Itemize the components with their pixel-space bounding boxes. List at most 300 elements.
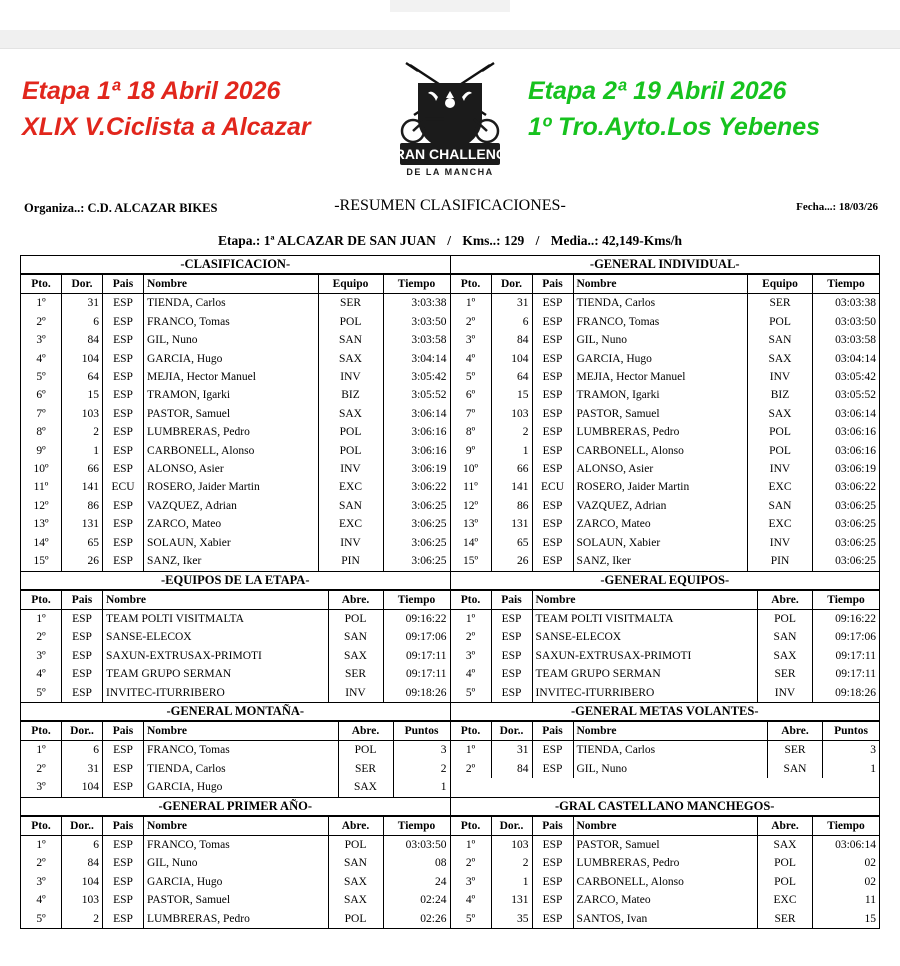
section-row-equipos (21, 571, 879, 702)
table-cell: 13º (462, 518, 479, 531)
table-cell: ESP (103, 460, 144, 478)
table-cell: 1º (465, 838, 476, 851)
table-cell: 3 (823, 741, 880, 760)
table-cell: LUMBRERAS, Pedro (144, 910, 329, 928)
table-cell: 3:03:58 (383, 331, 450, 349)
table-cell: ESP (491, 628, 532, 646)
table-row (451, 423, 880, 441)
table-cell: INV (328, 684, 383, 702)
table-cell: POL (318, 442, 383, 460)
table-cell: SAX (758, 835, 813, 854)
table-cell: 03:06:14 (813, 835, 880, 854)
table-cell: 6º (36, 389, 46, 402)
table-cell: GIL, Nuno (573, 331, 748, 349)
table-cell: ESP (103, 515, 144, 533)
table-row (451, 741, 880, 760)
table-cell: 10º (33, 463, 49, 476)
table-cell: 3º (465, 875, 476, 888)
table-header-row (451, 275, 880, 294)
table-cell: MEJIA, Hector Manuel (573, 368, 748, 386)
table-cell: ECU (532, 478, 573, 496)
table-cell: INV (318, 534, 383, 552)
table-row (21, 460, 450, 478)
table-row (21, 628, 450, 646)
table-cell: 84 (491, 760, 532, 778)
stage1-date: Etapa 1ª 18 Abril 2026 (22, 77, 281, 105)
table-cell: ESP (532, 497, 573, 515)
table-cell: 84 (491, 331, 532, 349)
table-row (451, 835, 880, 854)
stage-kms: Kms..: 129 (462, 233, 525, 248)
section-title-general-metas-volantes: -GENERAL METAS VOLANTES- (451, 703, 880, 721)
table-cell: 09:17:11 (383, 665, 450, 683)
table-cell: SANZ, Iker (144, 552, 319, 570)
table-cell: ESP (532, 331, 573, 349)
table-cell: ZARCO, Mateo (144, 515, 319, 533)
table-cell: 31 (62, 294, 103, 313)
table-cell: GIL, Nuno (144, 331, 319, 349)
table-cell: ESP (62, 609, 103, 628)
table-cell: ESP (103, 873, 144, 891)
table-cell: SAX (318, 350, 383, 368)
table-cell: 86 (62, 497, 103, 515)
table-cell: 09:18:26 (813, 684, 880, 702)
table-cell: 103 (491, 405, 532, 423)
table-cell: 65 (62, 534, 103, 552)
table-cell: 104 (491, 350, 532, 368)
table-cell: BIZ (748, 386, 813, 404)
table-row (451, 405, 880, 423)
table-row (21, 910, 450, 928)
col-pais: Pais (103, 816, 144, 835)
table-cell: ECU (103, 478, 144, 496)
col-dor: Dor.. (491, 816, 532, 835)
table-cell: EXC (318, 515, 383, 533)
table-cell: SER (748, 294, 813, 313)
table-cell: 3:03:38 (383, 294, 450, 313)
stage2-heading (528, 73, 888, 145)
col-abre: Abre. (758, 590, 813, 609)
table-cell: 03:06:25 (813, 552, 880, 570)
table-cell: 2º (465, 857, 476, 870)
table-cell: 31 (491, 741, 532, 760)
top-strip (0, 0, 900, 30)
table-cell: 104 (62, 873, 103, 891)
table-cell: SAN (768, 760, 823, 778)
table-cell: GARCIA, Hugo (144, 350, 319, 368)
col-nombre: Nombre (573, 816, 758, 835)
table-cell: INV (318, 460, 383, 478)
table-cell: 1º (36, 744, 46, 757)
table-header-row (21, 721, 450, 740)
table-cell: 66 (62, 460, 103, 478)
table-cell: 31 (62, 760, 103, 778)
table-cell: SAN (748, 331, 813, 349)
table-header-row (451, 590, 880, 609)
table-row (451, 460, 880, 478)
table-cell: POL (328, 609, 383, 628)
col-nombre: Nombre (532, 590, 758, 609)
section-row-primer-ano (21, 797, 879, 928)
table-cell: SOLAUN, Xabier (144, 534, 319, 552)
table-cell: 7º (465, 407, 476, 420)
col-abre: Abre. (338, 721, 393, 740)
table-cell: PASTOR, Samuel (573, 405, 748, 423)
table-cell: 09:16:22 (383, 609, 450, 628)
col-nombre: Nombre (103, 590, 329, 609)
table-cell: SER (758, 665, 813, 683)
section-row-montana (21, 702, 879, 797)
table-cell: GIL, Nuno (144, 854, 329, 872)
col-abre: Abre. (768, 721, 823, 740)
table-cell: VAZQUEZ, Adrian (573, 497, 748, 515)
table-cell: FRANCO, Tomas (144, 835, 329, 854)
table-cell: 2 (62, 423, 103, 441)
col-tiempo: Tiempo (383, 590, 450, 609)
table-cell: 31 (491, 294, 532, 313)
table-cell: EXC (748, 515, 813, 533)
table-cell: 131 (62, 515, 103, 533)
table-cell: PIN (318, 552, 383, 570)
table-row (21, 497, 450, 515)
table-row (21, 442, 450, 460)
table-cell: TIENDA, Carlos (573, 294, 748, 313)
table-cell: INV (758, 684, 813, 702)
table-cell: 15 (813, 910, 880, 928)
col-pto: Pto. (451, 816, 492, 835)
table-cell: SAX (338, 778, 393, 796)
table-cell: 4º (465, 894, 476, 907)
table-cell: ROSERO, Jaider Martin (573, 478, 748, 496)
table-cell: ESP (532, 760, 573, 778)
table-cell: VAZQUEZ, Adrian (144, 497, 319, 515)
col-dor: Dor.. (491, 721, 532, 740)
col-equipo: Equipo (318, 275, 383, 294)
table-row (21, 778, 450, 796)
table-cell: 1º (36, 612, 46, 625)
table-cell: TIENDA, Carlos (573, 741, 768, 760)
table-row (21, 350, 450, 368)
col-pto: Pto. (21, 816, 62, 835)
section-title-general-primer-ano: -GENERAL PRIMER AÑO- (21, 798, 450, 816)
table-row (21, 331, 450, 349)
table-cell: 3º (465, 334, 476, 347)
table-cell: 03:06:14 (813, 405, 880, 423)
stage1-title: XLIX V.Ciclista a Alcazar (22, 113, 311, 141)
table-cell: 8º (465, 426, 476, 439)
stage-average: Media..: 42,149-Kms/h (550, 233, 682, 248)
table-cell: BIZ (318, 386, 383, 404)
col-pais: Pais (103, 275, 144, 294)
table-row (451, 515, 880, 533)
table-row (21, 609, 450, 628)
table-cell: 9º (36, 444, 46, 457)
table-cell: 1º (36, 297, 46, 310)
table-cell: ESP (532, 741, 573, 760)
table-cell: INVITEC-ITURRIBERO (103, 684, 329, 702)
table-cell: 4º (36, 894, 46, 907)
table-cell: 09:17:11 (813, 665, 880, 683)
table-cell: 5º (36, 912, 46, 925)
table-cell: POL (328, 910, 383, 928)
table-cell: 03:06:16 (813, 442, 880, 460)
table-cell: 3º (36, 334, 46, 347)
stage1-heading (22, 73, 382, 145)
table-cell: ESP (491, 609, 532, 628)
table-cell: 3:06:14 (383, 405, 450, 423)
table-cell: 3:06:25 (383, 515, 450, 533)
table-row (21, 515, 450, 533)
table-cell: 03:03:38 (813, 294, 880, 313)
table-cell: 9º (465, 444, 476, 457)
table-cell: 5º (465, 912, 476, 925)
table-cell: GARCIA, Hugo (573, 350, 748, 368)
table-cell: 3:06:25 (383, 497, 450, 515)
table-cell: 09:17:06 (383, 628, 450, 646)
col-pto: Pto. (451, 275, 492, 294)
table-cell: 1 (62, 442, 103, 460)
section-row-individual (21, 256, 879, 571)
stage-name: Etapa.: 1ª ALCAZAR DE SAN JUAN (218, 233, 436, 248)
table-cell: 03:06:22 (813, 478, 880, 496)
table-cell: 09:17:11 (383, 647, 450, 665)
table-row (21, 313, 450, 331)
table-cell: 12º (462, 499, 479, 512)
table-general-individual (451, 274, 880, 571)
table-cell: 7º (36, 407, 46, 420)
table-cell: CARBONELL, Alonso (573, 442, 748, 460)
table-cell: POL (338, 741, 393, 760)
table-row (21, 684, 450, 702)
table-row (21, 760, 450, 778)
table-cell: ESP (103, 423, 144, 441)
col-abre: Abre. (328, 590, 383, 609)
table-cell: GIL, Nuno (573, 760, 768, 778)
table-cell: ESP (103, 854, 144, 872)
col-pais: Pais (491, 590, 532, 609)
col-nombre: Nombre (573, 275, 748, 294)
table-cell: EXC (318, 478, 383, 496)
table-cell: ROSERO, Jaider Martin (144, 478, 319, 496)
table-general-primer-ano (21, 816, 450, 928)
table-cell: POL (758, 609, 813, 628)
table-cell: 15 (62, 386, 103, 404)
table-cell: ESP (532, 460, 573, 478)
table-cell: 1 (491, 442, 532, 460)
section-general-individual (451, 256, 880, 571)
table-cell: POL (748, 313, 813, 331)
table-cell: ESP (103, 910, 144, 928)
col-pto: Pto. (21, 590, 62, 609)
table-cell: SAX (748, 405, 813, 423)
logo-icon (370, 57, 530, 182)
col-pto: Pto. (451, 721, 492, 740)
table-cell: SAX (758, 647, 813, 665)
table-cell: 2 (62, 910, 103, 928)
col-pais: Pais (62, 590, 103, 609)
table-cell: ESP (103, 350, 144, 368)
table-cell: 1 (393, 778, 450, 796)
table-cell: INV (318, 368, 383, 386)
table-cell: ESP (103, 552, 144, 570)
col-dor: Dor. (491, 275, 532, 294)
table-cell: 3:04:14 (383, 350, 450, 368)
table-cell: 4º (465, 352, 476, 365)
table-cell: TIENDA, Carlos (144, 760, 339, 778)
table-cell: ESP (103, 294, 144, 313)
table-cell: INV (748, 368, 813, 386)
table-header-row (21, 590, 450, 609)
col-pais: Pais (532, 721, 573, 740)
table-cell: ESP (532, 910, 573, 928)
table-cell: GARCIA, Hugo (144, 778, 339, 796)
col-pto: Pto. (21, 275, 62, 294)
table-cell: 6º (465, 389, 476, 402)
table-cell: ESP (532, 534, 573, 552)
table-cell: ESP (532, 368, 573, 386)
table-cell: 5º (36, 371, 46, 384)
table-cell: MEJIA, Hector Manuel (144, 368, 319, 386)
table-cell: 1 (823, 760, 880, 778)
table-cell: 64 (491, 368, 532, 386)
table-cell: INV (748, 460, 813, 478)
document-meta (0, 197, 900, 237)
table-row (21, 534, 450, 552)
table-cell: 15 (491, 386, 532, 404)
table-cell: ESP (103, 368, 144, 386)
table-equipos-etapa (21, 590, 450, 702)
table-cell: 2 (491, 423, 532, 441)
table-cell: LUMBRERAS, Pedro (144, 423, 319, 441)
col-pais: Pais (103, 721, 144, 740)
col-nombre: Nombre (144, 275, 319, 294)
col-abre: Abre. (328, 816, 383, 835)
col-pais: Pais (532, 275, 573, 294)
col-tiempo: Tiempo (383, 275, 450, 294)
svg-text:GRAN CHALLENGE: GRAN CHALLENGE (383, 146, 517, 162)
table-cell: SAX (328, 891, 383, 909)
document-header (0, 49, 900, 195)
table-cell: 4º (36, 352, 46, 365)
col-nombre: Nombre (573, 721, 768, 740)
col-puntos: Puntos (823, 721, 880, 740)
table-cell: 3:06:16 (383, 423, 450, 441)
table-cell: ESP (532, 442, 573, 460)
table-cell: 3:06:16 (383, 442, 450, 460)
section-title-general-equipos: -GENERAL EQUIPOS- (451, 572, 880, 590)
table-cell: 1º (465, 612, 476, 625)
table-row (451, 313, 880, 331)
table-cell: 4º (465, 668, 476, 681)
table-cell: POL (318, 423, 383, 441)
table-cell: 11 (813, 891, 880, 909)
table-cell: ESP (103, 405, 144, 423)
table-cell: 11º (463, 481, 478, 494)
table-cell: TRAMON, Igarki (144, 386, 319, 404)
table-cell: 65 (491, 534, 532, 552)
table-row (21, 552, 450, 570)
table-cell: 1º (36, 838, 46, 851)
table-cell: 09:18:26 (383, 684, 450, 702)
col-tiempo: Tiempo (813, 590, 880, 609)
table-cell: 1º (465, 744, 476, 757)
col-nombre: Nombre (144, 816, 329, 835)
table-row (451, 609, 880, 628)
table-cell: ESP (62, 684, 103, 702)
table-cell: 03:03:58 (813, 331, 880, 349)
table-cell: 104 (62, 778, 103, 796)
table-cell: ESP (103, 891, 144, 909)
table-cell: 3º (36, 875, 46, 888)
table-row (451, 478, 880, 496)
table-cell: 2º (36, 315, 46, 328)
table-cell: 1º (465, 297, 476, 310)
organizer-text: Organiza..: C.D. ALCAZAR BIKES (24, 201, 218, 215)
col-pto: Pto. (451, 590, 492, 609)
table-cell: 6 (62, 741, 103, 760)
table-cell: POL (748, 442, 813, 460)
table-cell: ZARCO, Mateo (573, 515, 748, 533)
table-cell: SAN (328, 628, 383, 646)
table-row (451, 331, 880, 349)
table-cell: SAX (328, 873, 383, 891)
table-cell: ESP (103, 760, 144, 778)
table-row (451, 684, 880, 702)
table-cell: 104 (62, 350, 103, 368)
table-cell: SAN (318, 497, 383, 515)
table-cell: 2º (36, 762, 46, 775)
table-cell: 15º (33, 555, 49, 568)
table-cell: 24 (383, 873, 450, 891)
table-cell: ESP (62, 665, 103, 683)
table-cell: 5º (465, 371, 476, 384)
table-cell: ESP (62, 647, 103, 665)
table-cell: 12º (33, 499, 49, 512)
table-cell: SANZ, Iker (573, 552, 748, 570)
table-row (451, 873, 880, 891)
table-row (451, 368, 880, 386)
table-cell: TEAM POLTI VISITMALTA (103, 609, 329, 628)
table-cell: ESP (532, 313, 573, 331)
table-cell: CARBONELL, Alonso (144, 442, 319, 460)
table-cell: ESP (532, 873, 573, 891)
table-cell: POL (318, 313, 383, 331)
table-row (21, 891, 450, 909)
col-pto: Pto. (21, 721, 62, 740)
section-title-general-montana: -GENERAL MONTAÑA- (21, 703, 450, 721)
table-row (21, 294, 450, 313)
table-row (21, 386, 450, 404)
table-cell: 03:06:19 (813, 460, 880, 478)
table-cell: 8º (36, 426, 46, 439)
table-cell: 3º (36, 649, 46, 662)
table-cell: 131 (491, 515, 532, 533)
table-cell: SAN (318, 331, 383, 349)
table-cell: TRAMON, Igarki (573, 386, 748, 404)
table-cell: INV (748, 534, 813, 552)
table-cell: CARBONELL, Alonso (573, 873, 758, 891)
table-cell: 03:05:52 (813, 386, 880, 404)
table-cell: TEAM POLTI VISITMALTA (532, 609, 758, 628)
table-cell: 03:06:16 (813, 423, 880, 441)
table-row (21, 478, 450, 496)
section-general-primer-ano (21, 798, 451, 928)
table-row (21, 741, 450, 760)
table-cell: FRANCO, Tomas (573, 313, 748, 331)
table-header-row (21, 275, 450, 294)
table-cell: SER (758, 910, 813, 928)
table-cell: 2º (36, 631, 46, 644)
